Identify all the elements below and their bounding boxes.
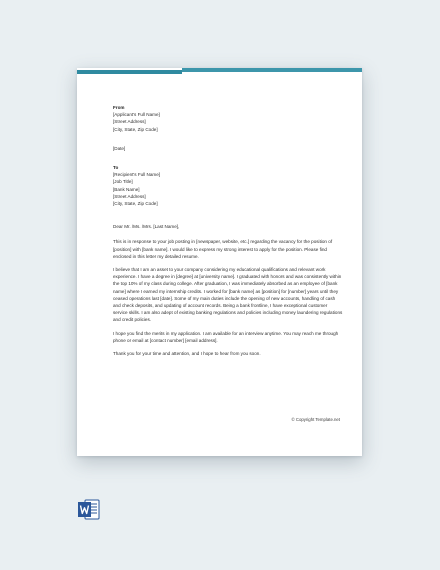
header-accent-band-left xyxy=(77,70,182,74)
body-paragraph: I believe that I am an asset to your company considering my educational qualifications and relevant work experience. I have a degree in [degree] at [university name]. I graduated with honors and was consistently within the top 10% of my class during college. After graduation, I was immediately absorbed as an employee of [bank name] where I earned my internship credits. I worked for [bank name] as [position] for [number] years until they ceased operations last [date]. Some of my main duties include the opening of new accounts, handling of cash and check deposits, and updating of account records. Being a bank frontline, I have exceptional customer service skills. I am also adept of existing banking regulations and policies including money laundering regulations and credit policies. xyxy=(113,267,343,323)
from-line: [Applicant's Full Name] xyxy=(113,112,160,118)
letter-body xyxy=(113,104,343,363)
from-label: From xyxy=(113,105,125,110)
to-line: [Job Title] xyxy=(113,179,133,185)
to-label: To xyxy=(113,165,119,171)
to-line: [Bank Name] xyxy=(113,186,140,192)
letter-page xyxy=(77,68,362,456)
body-paragraph: Thank you for your time and attention, and I hope to hear from you soon. xyxy=(113,351,261,357)
body-paragraph: I hope you find the merits in my application. I am available for an interview anytime. You may reach me through phone or email at [contact number] [email address]. xyxy=(113,330,339,343)
body-paragraph: This is in response to your job posting in [newspaper, website, etc.] regarding the vacancy for the position of [position] with [bank name]. I would like to express my strong interest to apply for the position. Please find enclosed in this letter my detailed resume. xyxy=(113,239,333,259)
header-accent-band-right xyxy=(182,68,362,72)
from-line: [City, State, Zip Code] xyxy=(113,126,158,132)
to-line: [Street Address] xyxy=(113,193,146,199)
to-line: [City, State, Zip Code] xyxy=(113,201,158,207)
salutation: Dear Mr. /Ms. /Mrs. [Last Name], xyxy=(113,224,180,230)
copyright-notice: © Copyright Template.net xyxy=(291,417,340,422)
date-field: [Date] xyxy=(113,145,126,151)
from-line: [Street Address] xyxy=(113,119,146,125)
microsoft-word-icon xyxy=(78,499,100,520)
to-line: [Recipient's Full Name] xyxy=(113,172,161,178)
